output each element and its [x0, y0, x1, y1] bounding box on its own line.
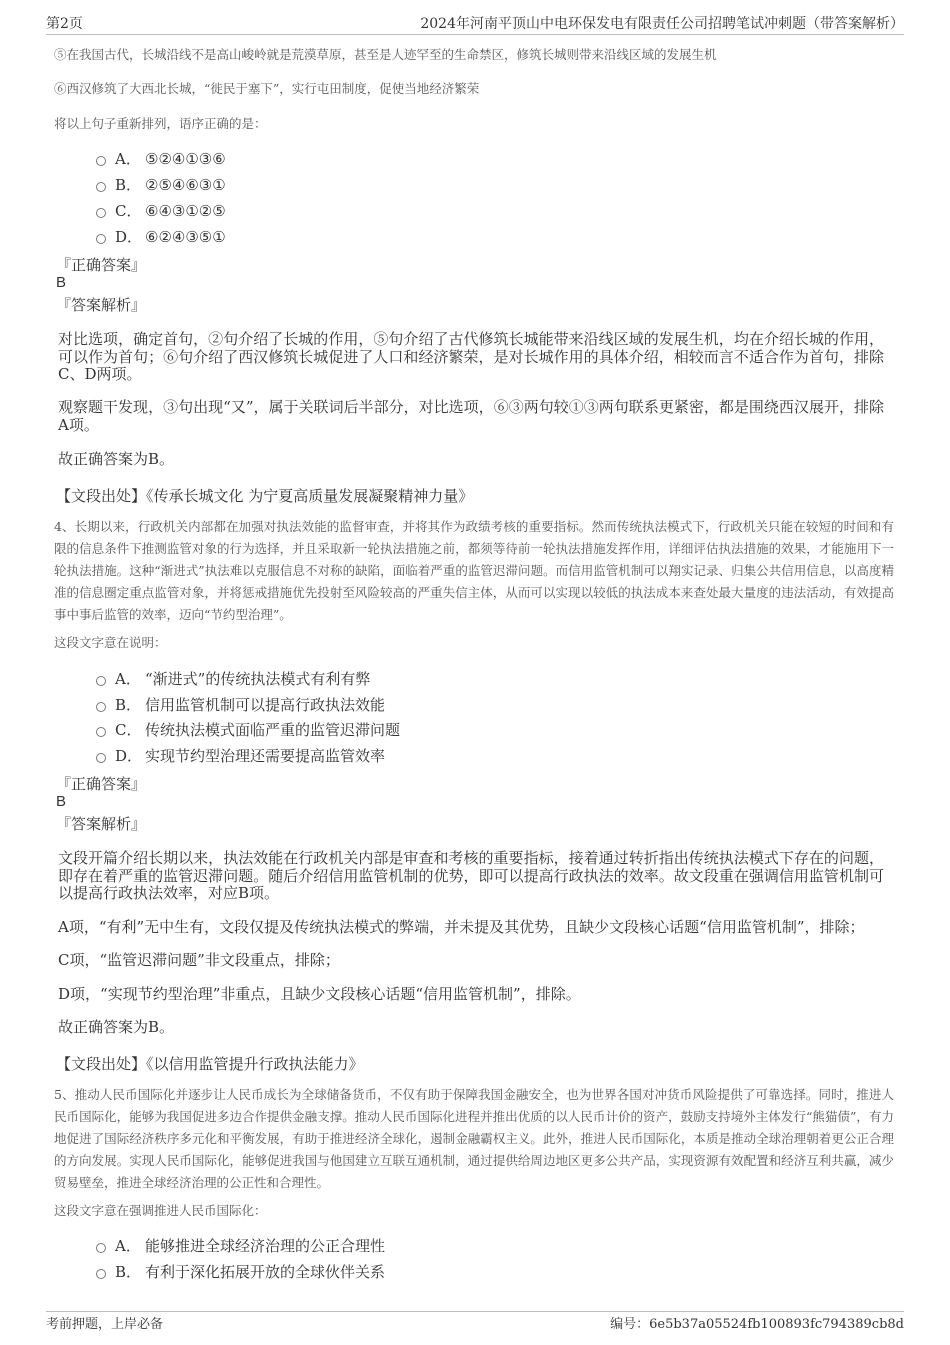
q3-answer-heading: 『正确答案』 — [56, 256, 147, 274]
q4-analysis-paragraph: 文段开篇介绍长期以来，执法效能在行政机关内部是审查和考核的重要指标，接着通过转折指出传统执法模式下存在的问题，即存在着严重的监管迟滞问题。随后介绍信用监管机制的优势，即可以提高行政执法的效率。故文段重在强调信用监管机制可以提高行政执法效率，对应B项。 — [58, 849, 884, 902]
q5-option-b[interactable]: B． 有利于深化拓展开放的全球伙伴关系 — [96, 1261, 385, 1283]
q4-option-a[interactable]: A． “渐进式”的传统执法模式有利有弊 — [96, 668, 370, 690]
q4-answer-heading: 『正确答案』 — [56, 775, 147, 793]
q4-option-c[interactable]: C． 传统执法模式面临严重的监管迟滞问题 — [96, 719, 400, 741]
footer-divider — [46, 1311, 904, 1312]
q4-analysis-conclusion: 故正确答案为B。 — [58, 1018, 175, 1036]
q5-stem: 5、推动人民币国际化并逐步让人民币成长为全球储备货币，不仅有助于保障我国金融安全，也为世界各国对冲货币风险提供了可靠选择。同时，推进人民币国际化，能够为我国促进多边合作提供金融支撑。推动人民币国际化进程并推出优质的以人民币计价的资产，鼓励支持境外主体发行“熊猫债”，有力地促进了国际经济秩序多元化和平衡发展，有助于推进经济全球化，遏制金融霸权主义。此外，推进人民币国际化，本质是推动全球治理朝着更公正合理的方向发展。实现人民币国际化，能够促进我国与他国建立互联互通机制，通过提供给周边地区更多公共产品，实现资源有效配置和经济互利共赢，减少贸易壁垒，推进全球经济治理的公正性和合理性。 — [54, 1087, 894, 1190]
document-title: 2024年河南平顶山中电环保发电有限责任公司招聘笔试冲刺题（带答案解析） — [420, 16, 904, 32]
q3-option-d[interactable]: D． ⑥②④③⑤① — [96, 226, 226, 248]
q5-prompt: 这段文字意在强调推进人民币国际化： — [54, 1203, 267, 1218]
radio-icon[interactable] — [96, 702, 106, 712]
q4-source: 【文段出处】《以信用监管提升行政执法能力》 — [56, 1055, 364, 1073]
q3-sentence-6: ⑥西汉修筑了大西北长城，“徙民于塞下”，实行屯田制度，促使当地经济繁荣 — [54, 81, 480, 96]
q4-answer: B — [56, 793, 67, 810]
document-id: 编号：6e5b37a05524fb100893fc794389cb8d — [610, 1317, 904, 1332]
q3-option-b[interactable]: B． ②⑤④⑥③① — [96, 174, 226, 196]
radio-icon[interactable] — [96, 208, 106, 218]
q4-analysis-a: A项，“有利”无中生有，文段仅提及传统执法模式的弊端，并未提及其优势，且缺少文段核心话题“信用监管机制”，排除； — [58, 918, 865, 936]
radio-icon[interactable] — [96, 676, 106, 686]
q3-analysis-paragraph: 观察题干发现，③句出现“又”，属于关联词后半部分，对比选项，⑥③两句较①③两句联系更紧密，都是围绕西汉展开，排除A项。 — [58, 398, 884, 434]
q3-sentence-5: ⑤在我国古代，长城沿线不是高山峻岭就是荒漠草原，甚至是人迹罕至的生命禁区，修筑长城则带来沿线区域的发展生机 — [54, 47, 717, 62]
radio-icon[interactable] — [96, 234, 106, 244]
q3-analysis-conclusion: 故正确答案为B。 — [58, 450, 175, 468]
radio-icon[interactable] — [96, 727, 106, 737]
q4-analysis-heading: 『答案解析』 — [56, 815, 147, 833]
q4-analysis-d: D项，“实现节约型治理”非重点，且缺少文段核心话题“信用监管机制”，排除。 — [58, 985, 581, 1003]
footer-slogan: 考前押题，上岸必备 — [46, 1317, 164, 1332]
radio-icon[interactable] — [96, 182, 106, 192]
q3-answer: B — [56, 274, 67, 291]
q3-source: 【文段出处】《传承长城文化 为宁夏高质量发展凝聚精神力量》 — [56, 487, 474, 505]
q3-option-a[interactable]: A． ⑤②④①③⑥ — [96, 148, 226, 170]
q4-stem: 4、长期以来，行政机关内部都在加强对执法效能的监督审查，并将其作为政绩考核的重要指标。然而传统执法模式下，行政机关只能在较短的时间和有限的信息条件下推测监管对象的行为选择，并且采取新一轮执法措施之前，都须等待前一轮执法措施发挥作用，详细评估执法措施的效果，才能施用下一轮执法措施。这种“渐进式”执法难以克服信息不对称的缺陷，面临着严重的监管迟滞问题。而信用监管机制可以翔实记录、归集公共信用信息，以高度精准的信息圈定重点监管对象，并将惩戒措施优先投射至风险较高的严重失信主体，从而可以实现以较低的执法成本来查处最大量度的违法活动，有效提高事中事后监管的效率，迈向“节约型治理”。 — [54, 519, 894, 622]
q3-analysis-heading: 『答案解析』 — [56, 296, 147, 314]
header-divider — [46, 34, 904, 35]
radio-icon[interactable] — [96, 1243, 106, 1253]
q4-analysis-c: C项，“监管迟滞问题”非文段重点，排除； — [58, 951, 340, 969]
q4-option-d[interactable]: D． 实现节约型治理还需要提高监管效率 — [96, 745, 385, 767]
q3-analysis-paragraph: 对比选项，确定首句，②句介绍了长城的作用，⑤句介绍了古代修筑长城能带来沿线区域的发展生机，均在介绍长城的作用，可以作为首句；⑥句介绍了西汉修筑长城促进了人口和经济繁荣，是对长城作用的具体介绍，相较而言不适合作为首句，排除C、D两项。 — [58, 330, 884, 383]
q5-option-a[interactable]: A． 能够推进全球经济治理的公正合理性 — [96, 1235, 385, 1257]
page-number: 第2页 — [46, 16, 83, 32]
q3-prompt: 将以上句子重新排列，语序正确的是： — [54, 116, 267, 131]
q4-option-b[interactable]: B． 信用监管机制可以提高行政执法效能 — [96, 694, 385, 716]
q3-option-c[interactable]: C． ⑥④③①②⑤ — [96, 200, 226, 222]
radio-icon[interactable] — [96, 753, 106, 763]
q4-prompt: 这段文字意在说明： — [54, 635, 167, 650]
radio-icon[interactable] — [96, 1269, 106, 1279]
radio-icon[interactable] — [96, 156, 106, 166]
